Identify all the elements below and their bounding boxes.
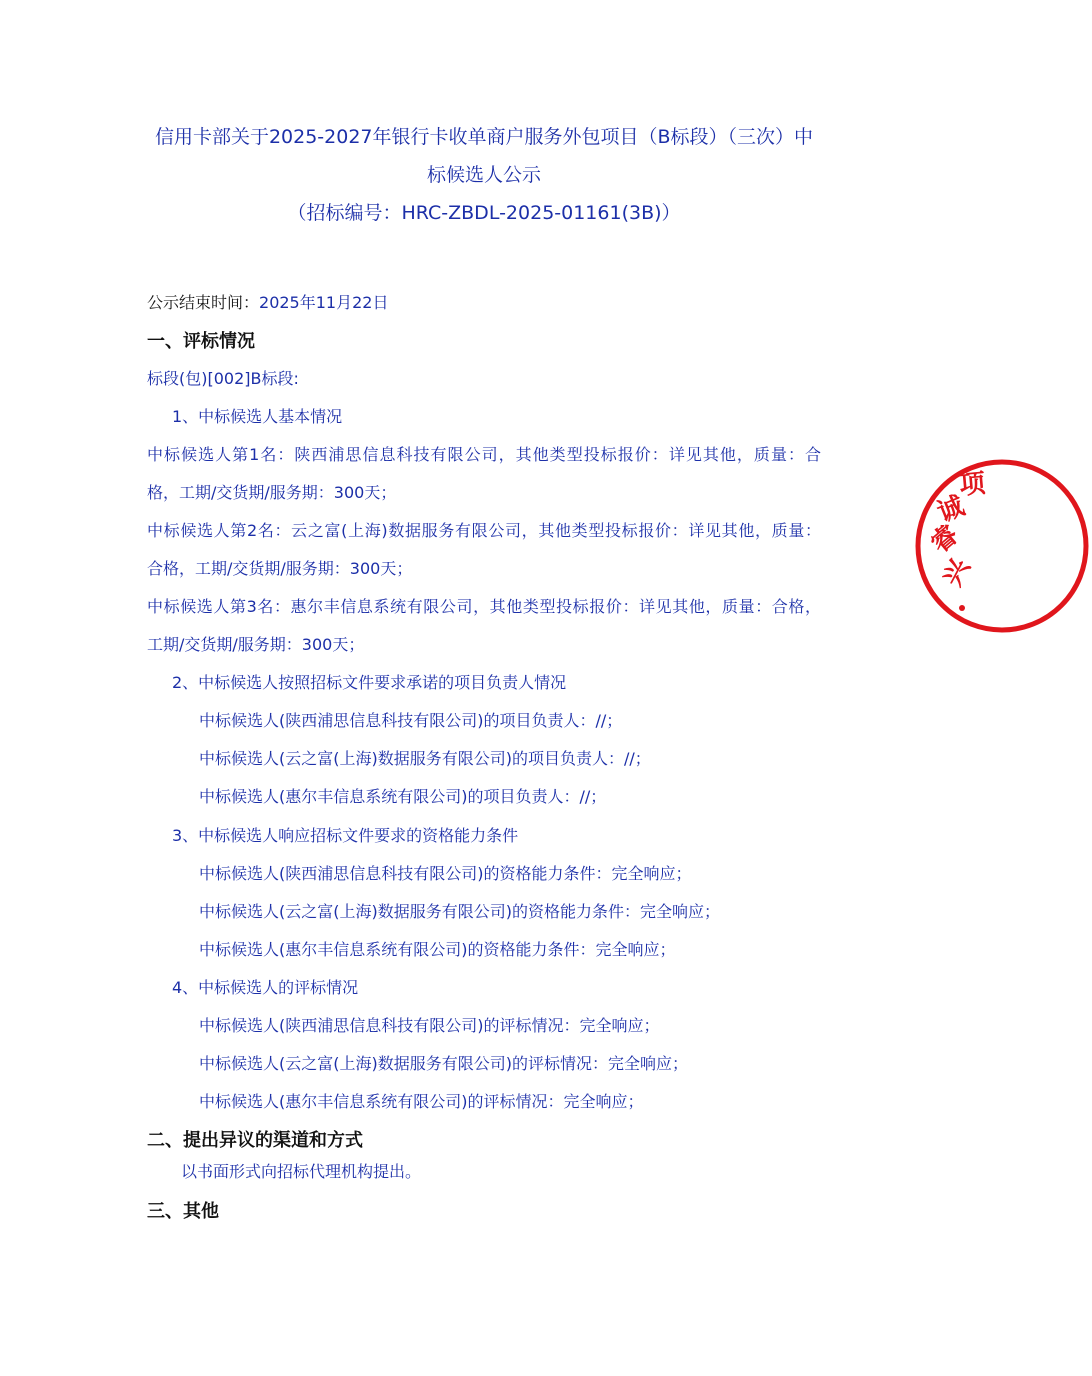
- announcement-end-time: [147, 290, 388, 313]
- project-lead-item: 中标候选人(陕西浦思信息科技有限公司)的项目负责人：//；: [199, 711, 623, 730]
- tender-code: （招标编号：HRC-ZBDL-2025-01161(3B)）: [287, 202, 681, 224]
- candidate-1-line-1: 中标候选人第1名：陕西浦思信息科技有限公司，其他类型投标报价：详见其他，质量：合: [147, 445, 821, 464]
- subsection-title-project-lead: 2、中标候选人按照招标文件要求承诺的项目负责人情况: [172, 673, 567, 692]
- subsection-title-basic-info: 1、中标候选人基本情况: [172, 407, 343, 426]
- svg-text:睿: 睿: [925, 519, 965, 560]
- candidate-3-line-2: 工期/交货期/服务期：300天；: [147, 635, 365, 654]
- qualification-item: 中标候选人(云之富(上海)数据服务有限公司)的资格能力条件：完全响应；: [199, 902, 720, 921]
- qualification-item: 中标候选人(惠尔丰信息系统有限公司)的资格能力条件：完全响应；: [199, 940, 676, 959]
- subsection-title-qualification: 3、中标候选人响应招标文件要求的资格能力条件: [172, 826, 519, 845]
- candidate-3-line-1: 中标候选人第3名：惠尔丰信息系统有限公司，其他类型投标报价：详见其他，质量：合格，: [147, 597, 821, 616]
- page-title-line-1: 信用卡部关于2025-2027年银行卡收单商户服务外包项目（B标段）（三次）中: [154, 126, 814, 148]
- candidate-1-line-2: 格，工期/交货期/服务期：300天；: [147, 483, 397, 502]
- evaluation-item: 中标候选人(云之富(上海)数据服务有限公司)的评标情况：完全响应；: [199, 1054, 688, 1073]
- subsection-title-evaluation: 4、中标候选人的评标情况: [172, 978, 359, 997]
- end-time-label: 公示结束时间：: [147, 293, 260, 312]
- lot-label: 标段(包)[002]B标段:: [147, 369, 299, 388]
- end-time-value: 2025年11月22日: [259, 293, 389, 312]
- project-lead-item: 中标候选人(云之富(上海)数据服务有限公司)的项目负责人：//；: [199, 749, 651, 768]
- evaluation-item: 中标候选人(陕西浦思信息科技有限公司)的评标情况：完全响应；: [199, 1016, 660, 1035]
- official-seal-stamp: [912, 456, 1092, 636]
- svg-text:诚: 诚: [933, 490, 969, 529]
- objection-body: 以书面形式向招标代理机构提出。: [181, 1162, 422, 1181]
- project-lead-item: 中标候选人(惠尔丰信息系统有限公司)的项目负责人：//；: [199, 787, 607, 806]
- qualification-item: 中标候选人(陕西浦思信息科技有限公司)的资格能力条件：完全响应；: [199, 864, 692, 883]
- section-heading-evaluation: 一、评标情况: [147, 331, 255, 352]
- section-heading-objection: 二、提出异议的渠道和方式: [147, 1130, 363, 1151]
- page-title-line-2: 标候选人公示: [426, 164, 541, 186]
- svg-text:兴: 兴: [937, 554, 977, 592]
- evaluation-item: 中标候选人(惠尔丰信息系统有限公司)的评标情况：完全响应；: [199, 1092, 644, 1111]
- section-heading-other: 三、其他: [147, 1201, 219, 1222]
- candidate-2-line-1: 中标候选人第2名：云之富(上海)数据服务有限公司，其他类型投标报价：详见其他，质量：: [147, 521, 821, 540]
- candidate-2-line-2: 合格，工期/交货期/服务期：300天；: [147, 559, 413, 578]
- svg-text:项: 项: [957, 468, 987, 501]
